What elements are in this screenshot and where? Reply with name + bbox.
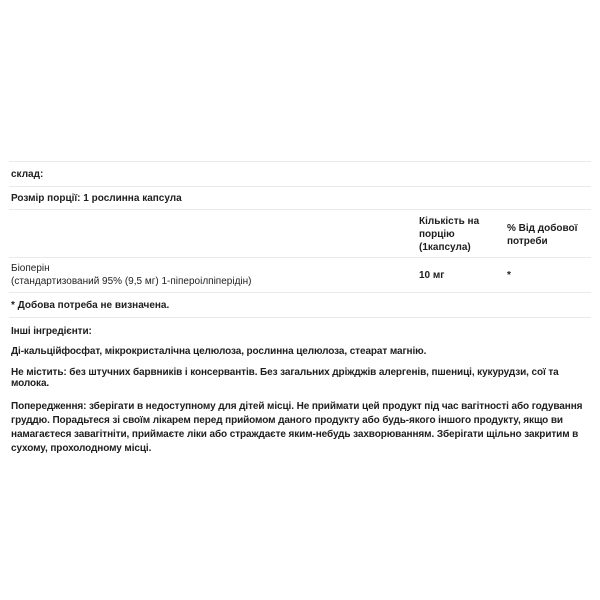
serving-size-text: Розмір порції: 1 рослинна капсула [11, 193, 182, 204]
ingredient-daily-value: * [507, 269, 511, 281]
amount-per-serving-header: Кількість на порцію (1капсула) [419, 216, 480, 253]
daily-value-footnote: * Добова потреба не визначена. [11, 300, 170, 311]
ingredient-name [9, 262, 419, 288]
table-header-row [9, 209, 591, 257]
supplement-facts-label [9, 161, 591, 456]
does-not-contain-text: Не містить: без штучних барвників і консервантів. Без загальних дріжджів алергенів, пшениці, кукурудзи, сої та молока. [11, 367, 559, 389]
ingredient-name-line2: (стандартизований 95% (9,5 мг) 1-піпероілпіперідін) [11, 276, 252, 287]
daily-value-footnote-row [9, 292, 591, 318]
other-ingredients-text: Ді-кальційфосфат, мікрокристалічна целюлоза, рослинна целюлоза, стеарат магнію. [11, 346, 427, 357]
daily-value-header: % Від добової потреби [507, 222, 578, 247]
other-ingredients-title: Інші інгредієнти: [11, 326, 92, 337]
composition-title: склад: [11, 169, 44, 180]
composition-row [9, 161, 591, 186]
serving-size-row [9, 186, 591, 209]
table-row [9, 257, 591, 292]
ingredient-name-line1: Біоперін [11, 263, 50, 274]
ingredient-amount: 10 мг [419, 269, 445, 281]
warning-text: Попередження: зберігати в недоступному для дітей місці. Не приймати цей продукт під час вагітності або годування груддю. Порадьтеся зі своїм лікарем перед прийомом даного продукту або будь-якого іншого продукту, якщо ви намагаєтеся завагітніти, приймаєте ліки або страждаєте яким-небудь захворюванням. Зберігати щільно закритим в сухому, прохолодному місці. [11, 401, 583, 454]
